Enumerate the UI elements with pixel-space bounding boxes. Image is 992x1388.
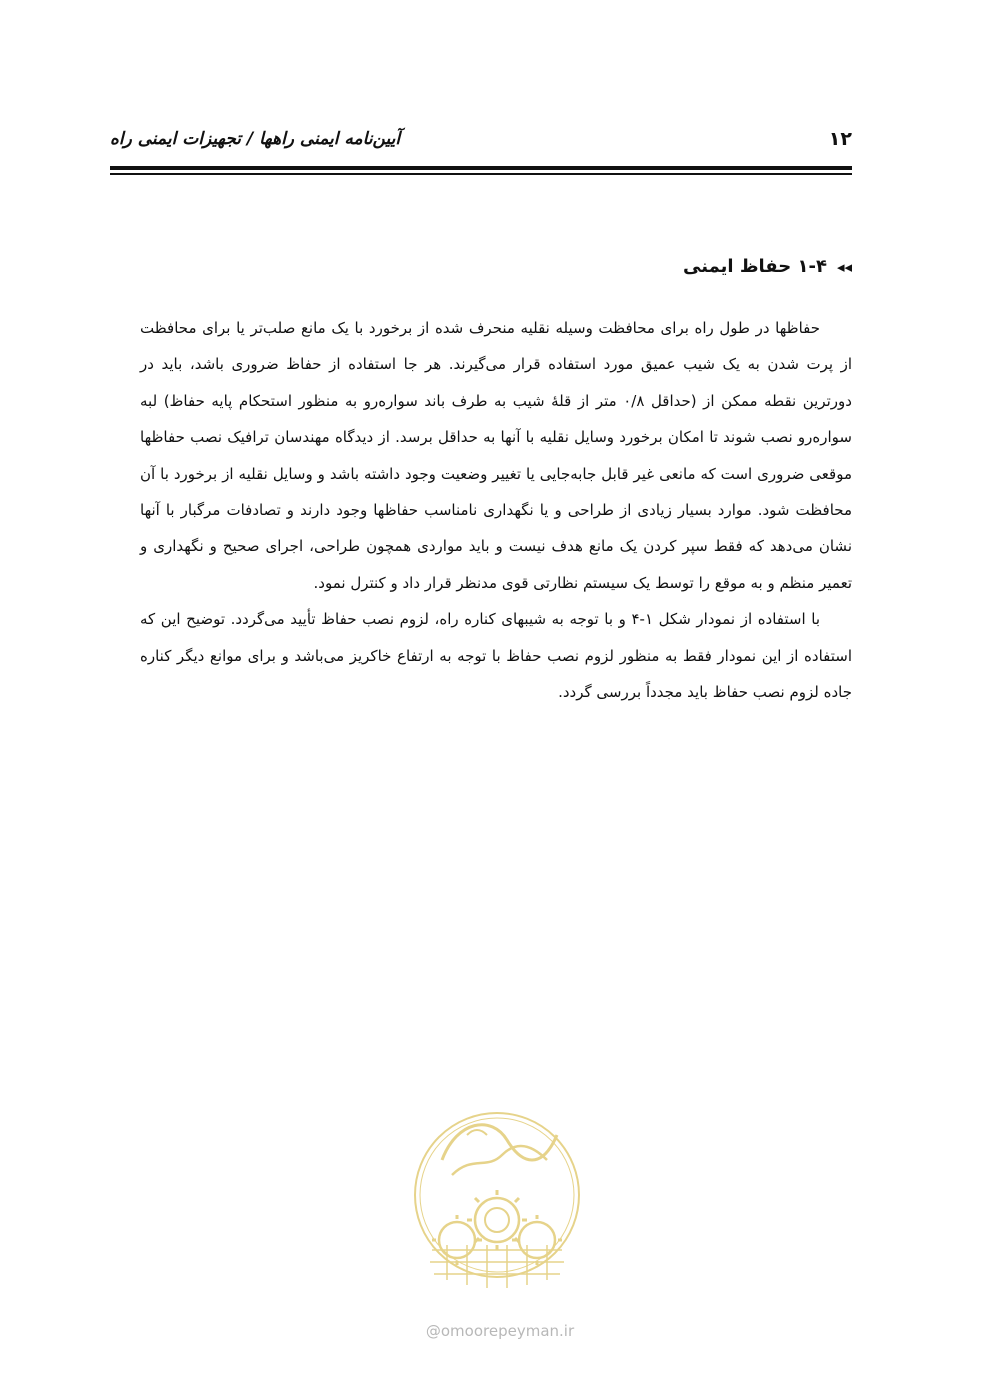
paragraph-2: با استفاده از نمودار شکل ۱-۴ و با توجه به شیبهای کناره راه، لزوم نصب حفاظ تأیید می‌گردد. توضیح این که استفاده از این نمودار فقط به منظور لزوم نصب حفاظ با توجه به ارتفاع خاکریز می‌باشد و برای موانع دیگر کناره جاده لزوم نصب حفاظ باید مجدداً بررسی گردد. bbox=[140, 610, 852, 702]
paragraph-1: حفاظها در طول راه برای محافظت وسیله نقلیه منحرف شده از برخورد با یک مانع صلب‌تر یا برای محافظت از پرت شدن به یک شیب عمیق مورد استفاده قرار می‌گیرند. هر جا استفاده از حفاظ ضروری باشد، باید در دورترین نقطه ممکن از (حداقل ۰/۸ متر از قلهٔ شیب به طرف باند سواره‌رو به منظور استحکام پایه حفاظ) لبه سواره‌رو نصب شوند تا امکان برخورد وسایل نقلیه با آنها به حداقل برسد. از دیدگاه مهندسان ترافیک نصب حفاظها موقعی ضروری است که مانعی غیر قابل جابه‌جایی یا تغییر وضعیت وجود داشته باشد و وسایل نقلیه از برخورد با آن محافظت شود. موارد بسیار زیادی از طراحی و یا نگهداری نامناسب حفاظها وجود دارند و تصادفات مرگبار با آنها نشان می‌دهد که فقط سپر کردن یک مانع هدف نیست و باید مواردی همچون طراحی، اجرای صحیح و نگهداری و تعمیر منظم و به موقع را توسط یک سیستم نظارتی قوی مدنظر قرار داد و کنترل نمود. bbox=[140, 319, 852, 592]
section-heading bbox=[683, 256, 852, 277]
page-header bbox=[110, 128, 852, 158]
header-rule-thin bbox=[110, 173, 852, 175]
section-heading-text: ۱-۴ حفاظ ایمنی bbox=[683, 256, 827, 277]
page-number: ۱۲ bbox=[828, 128, 852, 150]
body-content bbox=[140, 310, 852, 710]
watermark-url-text: omoorepeyman.ir bbox=[440, 1322, 575, 1340]
double-arrow-icon: ◂◂ bbox=[836, 258, 852, 276]
watermark-at-icon: @ bbox=[425, 1322, 441, 1340]
watermark-logo bbox=[412, 1100, 582, 1310]
watermark-url bbox=[400, 1322, 600, 1340]
header-rule-thick bbox=[110, 166, 852, 170]
watermark-seal-icon bbox=[412, 1100, 582, 1310]
running-title: آیین‌نامه ایمنی راهها / تجهیزات ایمنی راه bbox=[110, 129, 401, 149]
